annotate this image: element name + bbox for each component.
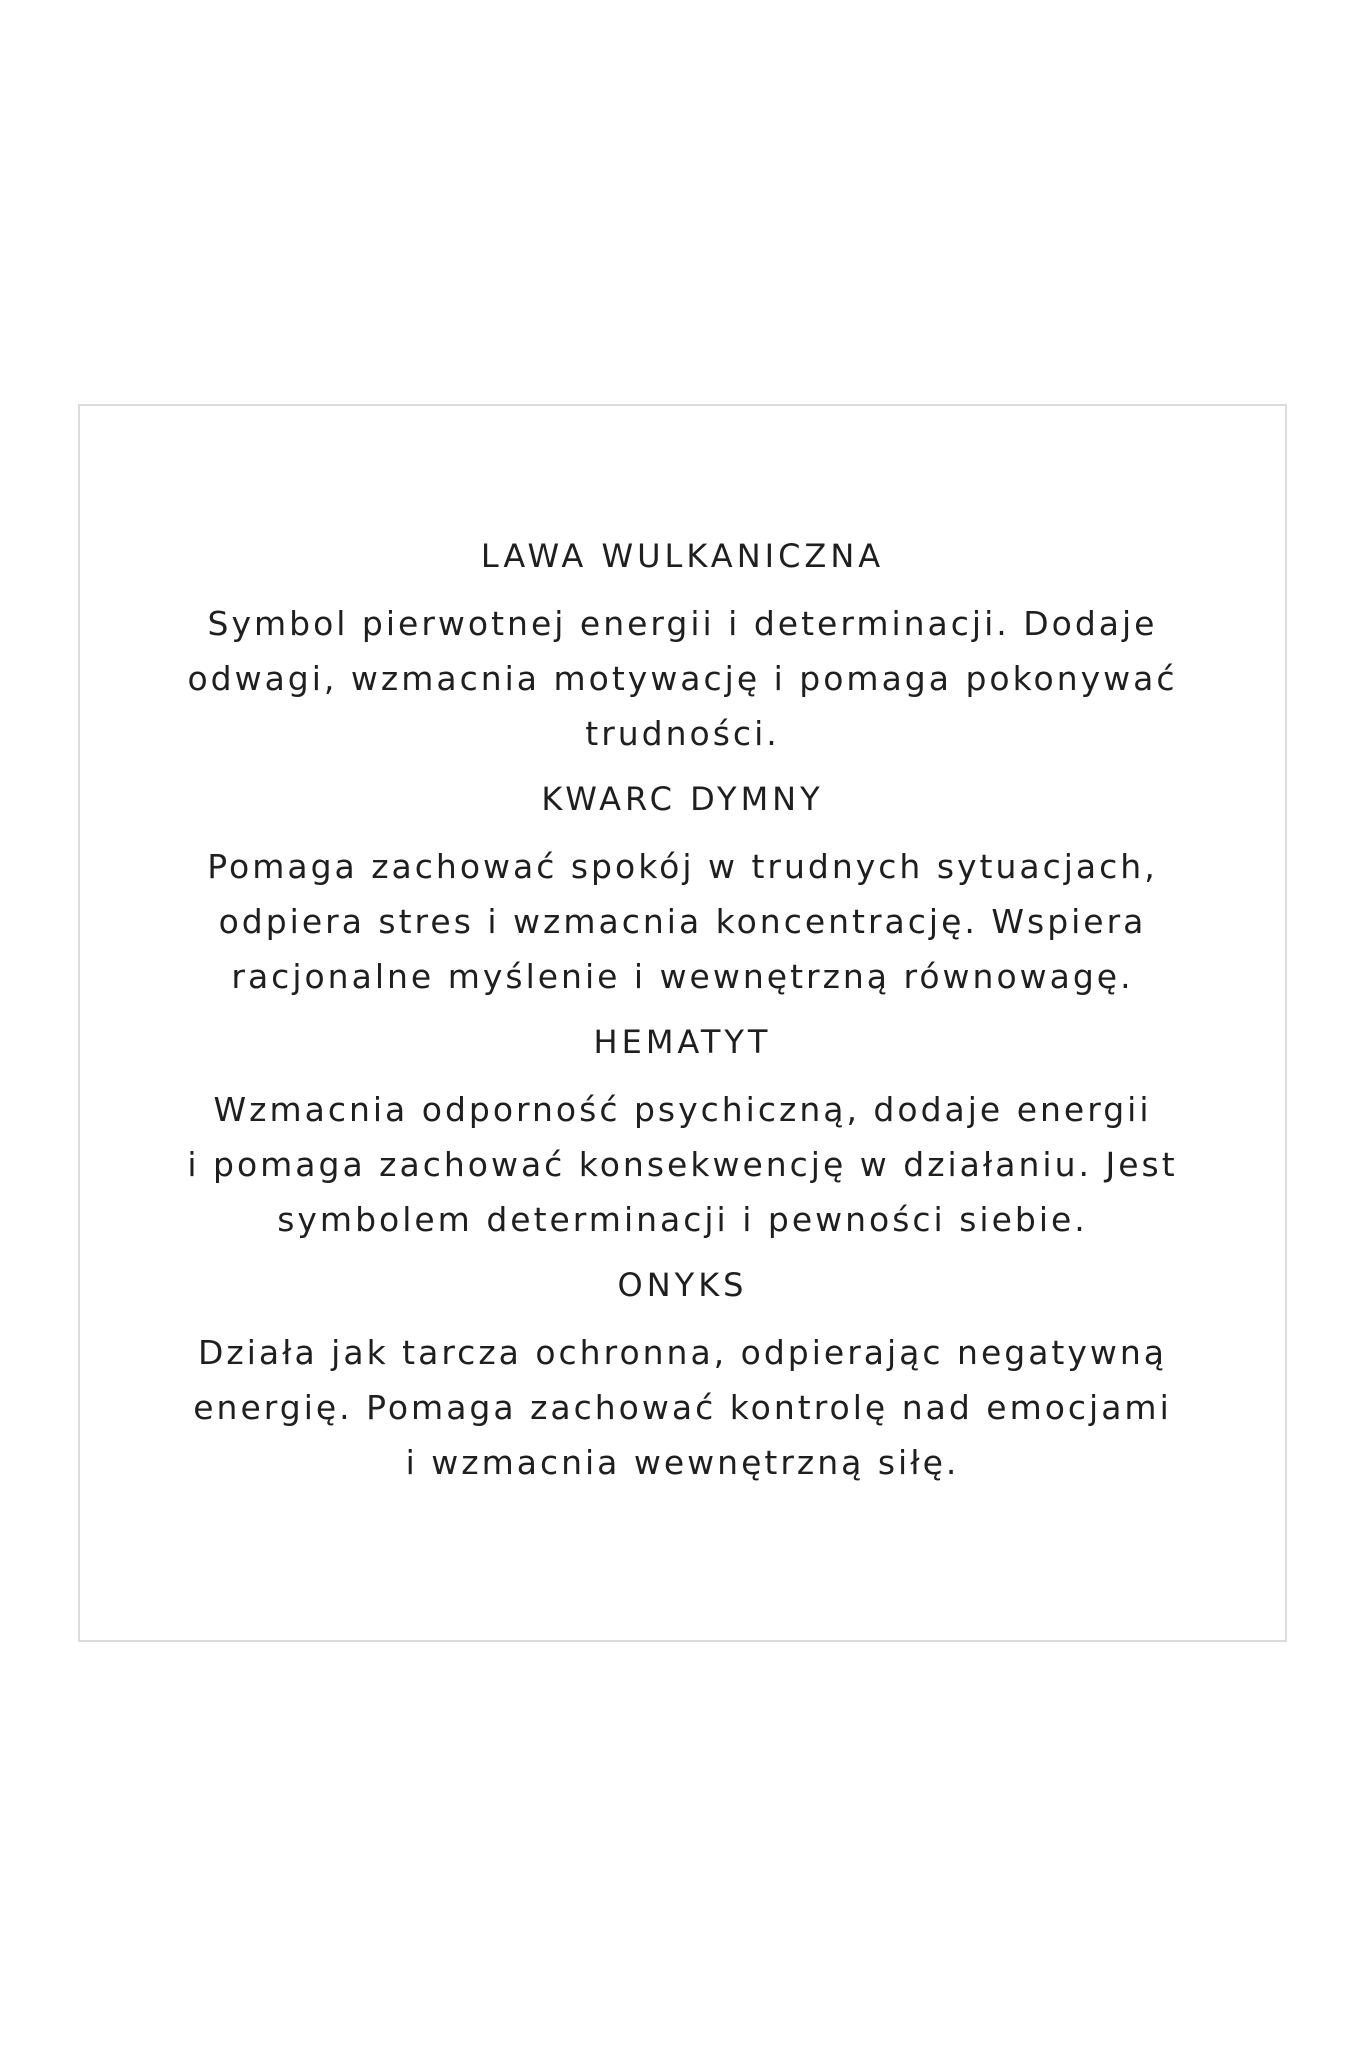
description-line: i wzmacnia wewnętrzną siłę. (405, 1443, 960, 1482)
stones-description-card (78, 404, 1287, 1642)
section-title: LAWA WULKANICZNA (480, 537, 885, 575)
section-title: ONYKS (617, 1266, 748, 1304)
stones-list (80, 536, 1285, 1508)
stone-section-onyks (80, 1265, 1285, 1490)
description-line: Działa jak tarcza ochronna, odpierając negatywną (197, 1333, 1168, 1372)
stone-section-lawa-wulkaniczna (80, 536, 1285, 761)
description-line: Pomaga zachować spokój w trudnych sytuacjach, (207, 847, 1158, 886)
description-line: odpiera stres i wzmacnia koncentrację. Wspiera (218, 902, 1147, 941)
description-line: i pomaga zachować konsekwencję w działaniu. Jest (187, 1145, 1178, 1184)
description-line: Symbol pierwotnej energii i determinacji. Dodaje (207, 604, 1158, 643)
section-description (80, 1325, 1285, 1490)
section-description (80, 1082, 1285, 1247)
description-line: racjonalne myślenie i wewnętrzną równowagę. (231, 957, 1134, 996)
description-line: trudności. (585, 714, 780, 753)
stone-section-kwarc-dymny (80, 779, 1285, 1004)
section-description (80, 596, 1285, 761)
description-line: Wzmacnia odporność psychiczną, dodaje energii (213, 1090, 1152, 1129)
description-line: symbolem determinacji i pewności siebie. (277, 1200, 1088, 1239)
description-line: energię. Pomaga zachować kontrolę nad emocjami (193, 1388, 1172, 1427)
description-line: odwagi, wzmacnia motywację i pomaga pokonywać (187, 659, 1178, 698)
section-description (80, 839, 1285, 1004)
section-title: KWARC DYMNY (541, 780, 824, 818)
section-title: HEMATYT (593, 1023, 772, 1061)
stone-section-hematyt (80, 1022, 1285, 1247)
